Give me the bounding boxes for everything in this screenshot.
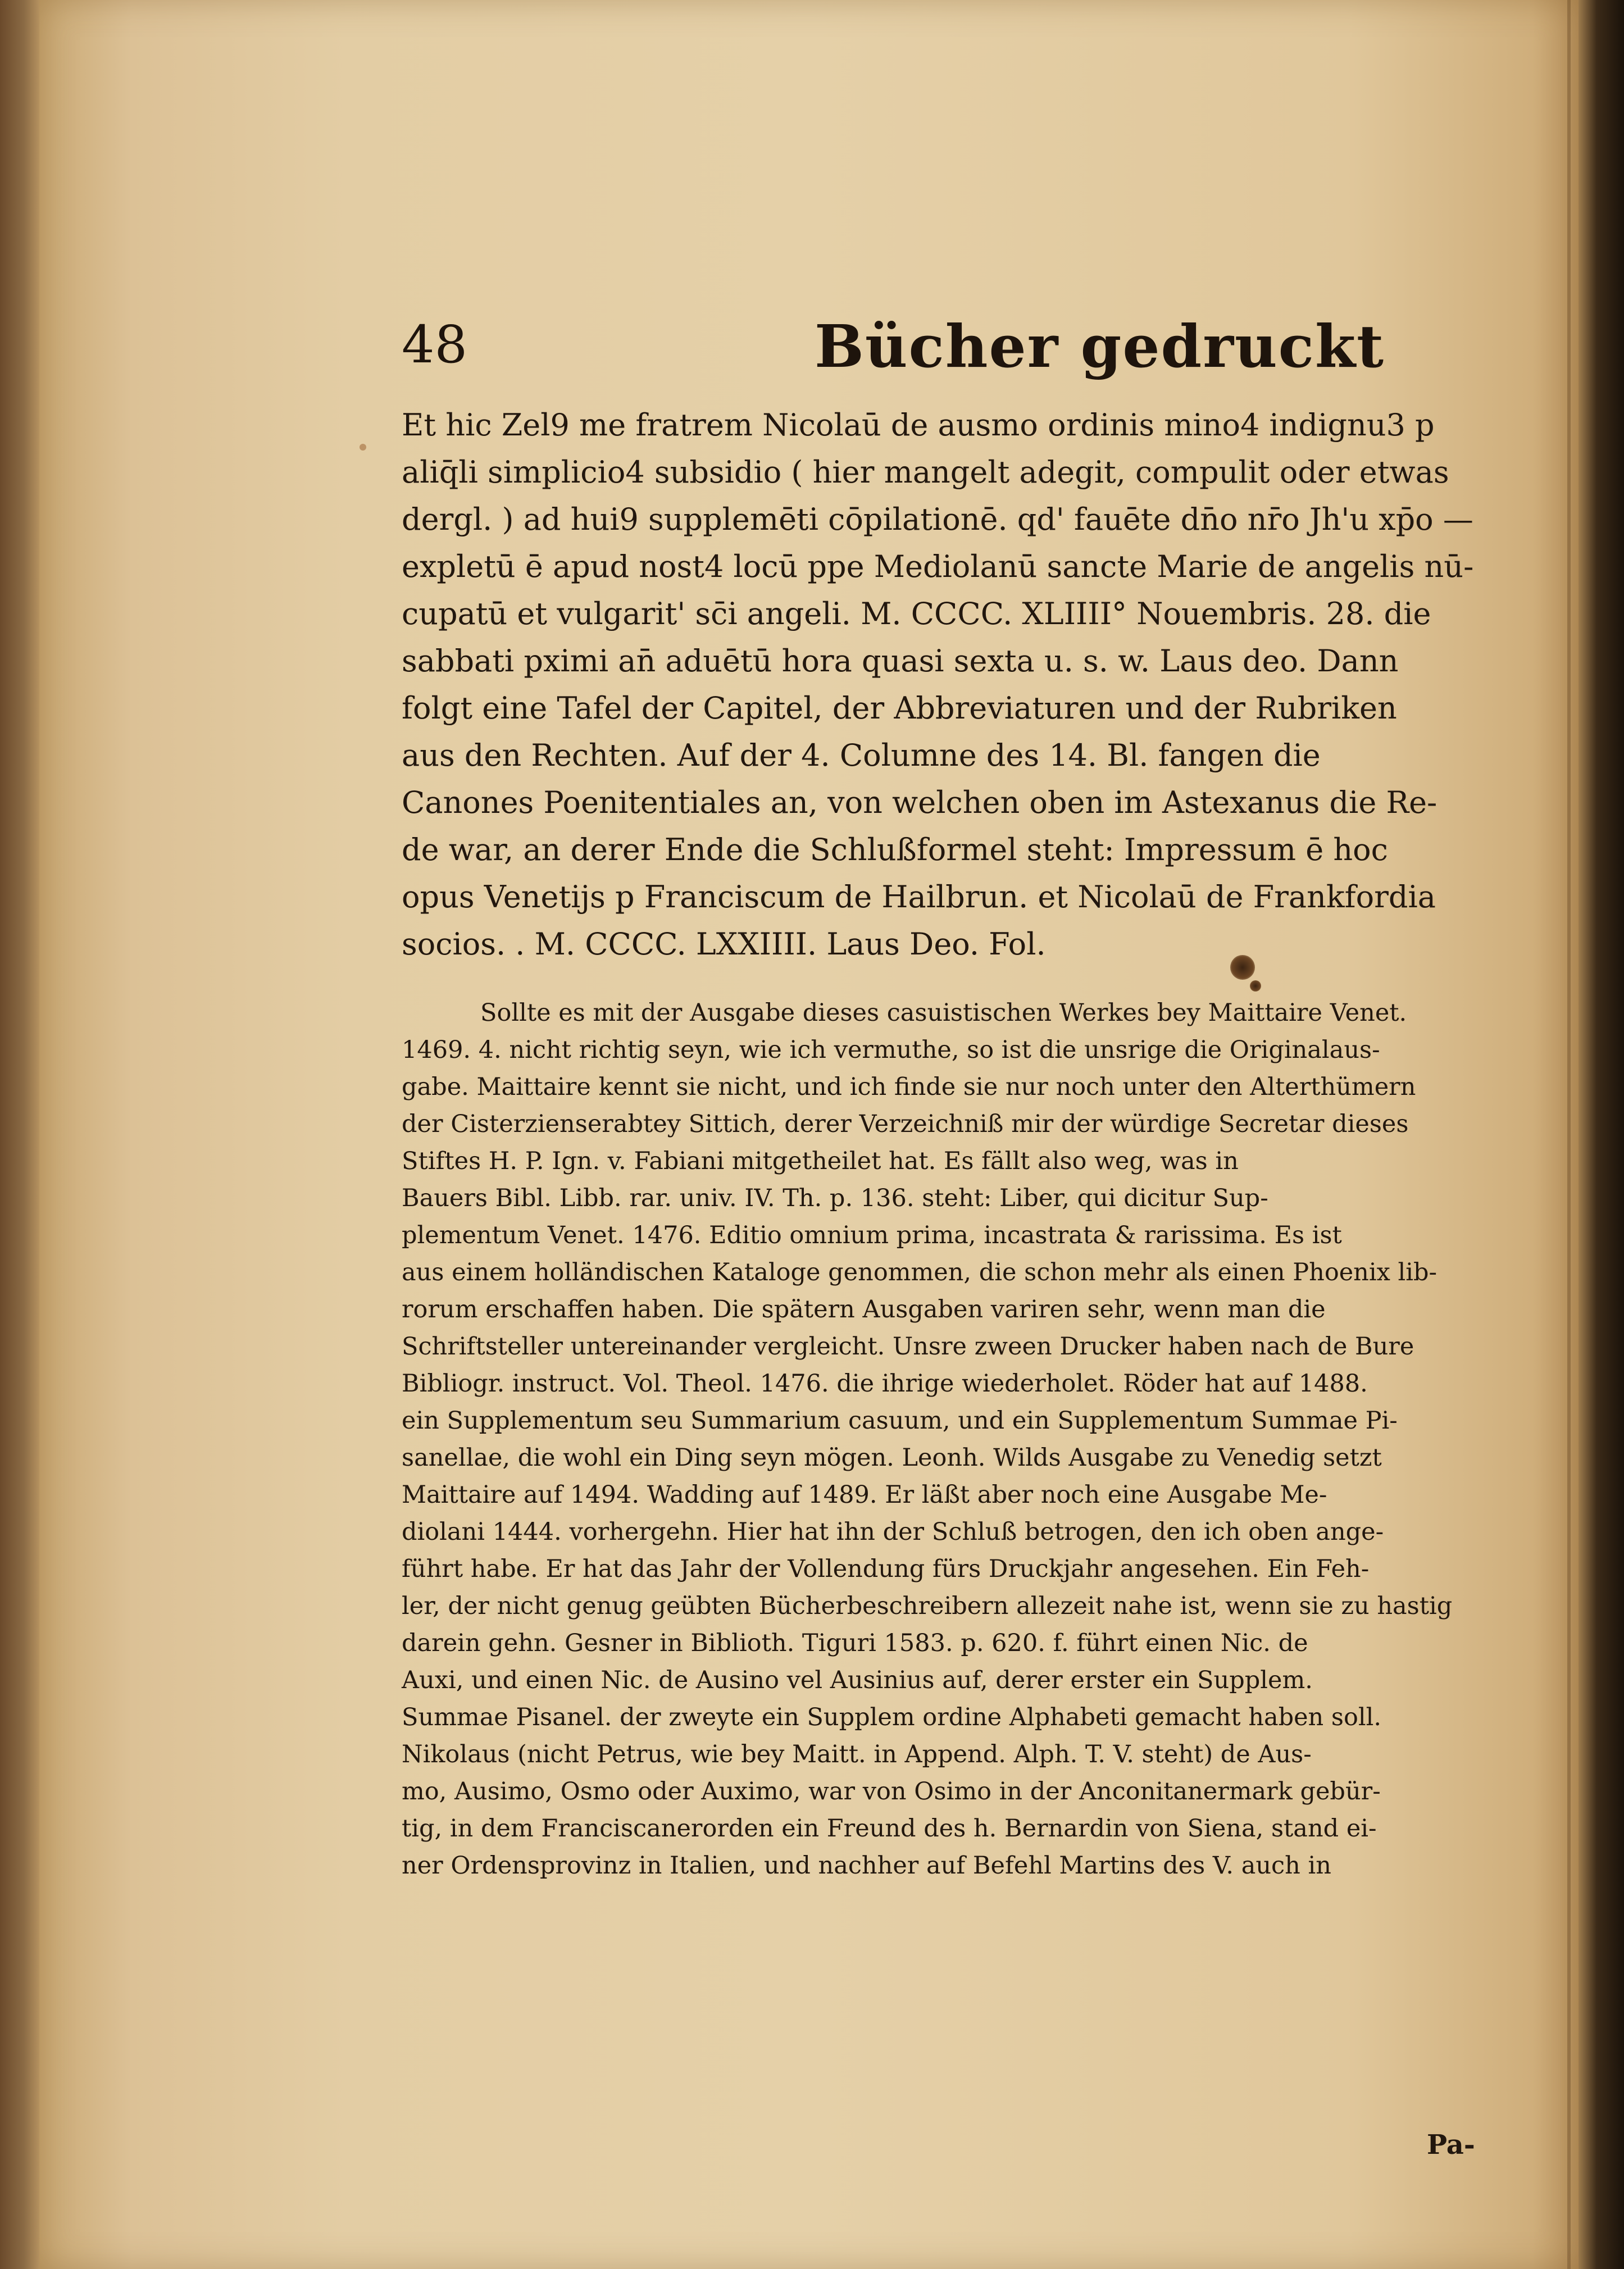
- footnote-line: darein gehn. Gesner in Biblioth. Tiguri 1583. p. 620. f. führt einen Nic. de: [402, 1629, 1308, 1657]
- text-line: Canones Poenitentiales an, von welchen oben im Astexanus die Re-: [402, 785, 1438, 820]
- footnote-line: führt habe. Er hat das Jahr der Vollendung fürs Druckjahr angesehen. Ein Feh-: [402, 1555, 1370, 1583]
- text-line: de war, an derer Ende die Schlußformel steht: Impressum ē hoc: [402, 832, 1388, 867]
- text-line: aus den Rechten. Auf der 4. Columne des 14. Bl. fangen die: [402, 738, 1321, 773]
- footnote-line: ner Ordensprovinz in Italien, und nachher auf Befehl Martins des V. auch in: [402, 1852, 1331, 1880]
- text-line: aliq̄li simplicio4 subsidio ( hier mangelt adegit, compulit oder etwas: [402, 454, 1449, 490]
- main-paragraph: [402, 402, 1539, 968]
- text-line: socios. . M. CCCC. LXXIIII. Laus Deo. Fol.: [402, 926, 1046, 962]
- text-line: sabbati pximi an̄ aduētū hora quasi sexta u. s. w. Laus deo. Dann: [402, 643, 1399, 679]
- footnote-line: rorum erschaffen haben. Die spätern Ausgaben variren sehr, wenn man die: [402, 1295, 1326, 1324]
- footnote-line: ler, der nicht genug geübten Bücherbeschreibern allezeit nahe ist, wenn sie zu hastig: [402, 1592, 1453, 1620]
- text-line: folgt eine Tafel der Capitel, der Abbreviaturen und der Rubriken: [402, 690, 1397, 726]
- page-header: [0, 303, 1624, 393]
- footnote-line: diolani 1444. vorhergehn. Hier hat ihn der Schluß betrogen, den ich oben ange-: [402, 1518, 1384, 1546]
- footnote-line: gabe. Maittaire kennt sie nicht, und ich finde sie nur noch unter den Alterthümern: [402, 1073, 1416, 1101]
- footnote-line: sanellae, die wohl ein Ding seyn mögen. Leonh. Wilds Ausgabe zu Venedig setzt: [402, 1444, 1382, 1472]
- footnote-line: der Cisterzienserabtey Sittich, derer Verzeichniß mir der würdige Secretar dieses: [402, 1110, 1409, 1138]
- catchword: Pa-: [1427, 2129, 1475, 2161]
- footnote-line: Bauers Bibl. Libb. rar. univ. IV. Th. p. 136. steht: Liber, qui dicitur Sup-: [402, 1184, 1268, 1212]
- footnote-line: Maittaire auf 1494. Wadding auf 1489. Er läßt aber noch eine Ausgabe Me-: [402, 1481, 1327, 1509]
- footnote-line: tig, in dem Franciscanerorden ein Freund des h. Bernardin von Siena, stand ei-: [402, 1815, 1377, 1843]
- text-line: Et hic Zel9 me fratrem Nicolaū de ausmo ordinis mino4 indignu3 p: [402, 407, 1435, 443]
- ink-stain: [1250, 980, 1261, 992]
- footnote-line: ein Supplementum seu Summarium casuum, und ein Supplementum Summae Pi-: [402, 1407, 1398, 1435]
- footnote-line: Sollte es mit der Ausgabe dieses casuistischen Werkes bey Maittaire Venet.: [480, 999, 1407, 1027]
- page-number: 48: [402, 315, 468, 375]
- text-line: dergl. ) ad hui9 supplemēti cōpilationē. qd' fauēte dn̄o nr̄o Jh'u xp̄o —: [402, 502, 1473, 537]
- footnote-line: Stiftes H. P. Ign. v. Fabiani mitgetheilet hat. Es fällt also weg, was in: [402, 1147, 1239, 1175]
- text-line: cupatū et vulgarit' sc̄i angeli. M. CCCC. XLIIII° Nouembris. 28. die: [402, 596, 1431, 631]
- foxing-spot: [360, 444, 366, 451]
- text-line: expletū ē apud nost4 locū ppe Mediolanū sancte Marie de angelis nū-: [402, 549, 1474, 584]
- footnote-line: Schriftsteller untereinander vergleicht. Unsre zween Drucker haben nach de Bure: [402, 1333, 1414, 1361]
- footnote-line: Bibliogr. instruct. Vol. Theol. 1476. die ihrige wiederholet. Röder hat auf 1488.: [402, 1370, 1368, 1398]
- footnote-line: mo, Ausimo, Osmo oder Auximo, war von Osimo in der Anconitanermark gebür-: [402, 1777, 1381, 1806]
- footnote-line: 1469. 4. nicht richtig seyn, wie ich vermuthe, so ist die unsrige die Originalaus-: [402, 1036, 1380, 1064]
- text-line: opus Venetijs p Franciscum de Hailbrun. et Nicolaū de Frankfordia: [402, 879, 1436, 915]
- footnote-line: Summae Pisanel. der zweyte ein Supplem ordine Alphabeti gemacht haben soll.: [402, 1703, 1382, 1731]
- footnote-line: Nikolaus (nicht Petrus, wie bey Maitt. in Append. Alph. T. V. steht) de Aus-: [402, 1740, 1312, 1768]
- running-head: Bücher gedruckt: [815, 312, 1385, 381]
- footnote-line: plementum Venet. 1476. Editio omnium prima, incastrata & rarissima. Es ist: [402, 1221, 1342, 1249]
- footnote-line: Auxi, und einen Nic. de Ausino vel Ausinius auf, derer erster ein Supplem.: [402, 1666, 1313, 1694]
- footnote-line: aus einem holländischen Kataloge genommen, die schon mehr als einen Phoenix lib-: [402, 1258, 1438, 1286]
- footnote-paragraph: [402, 994, 1539, 1884]
